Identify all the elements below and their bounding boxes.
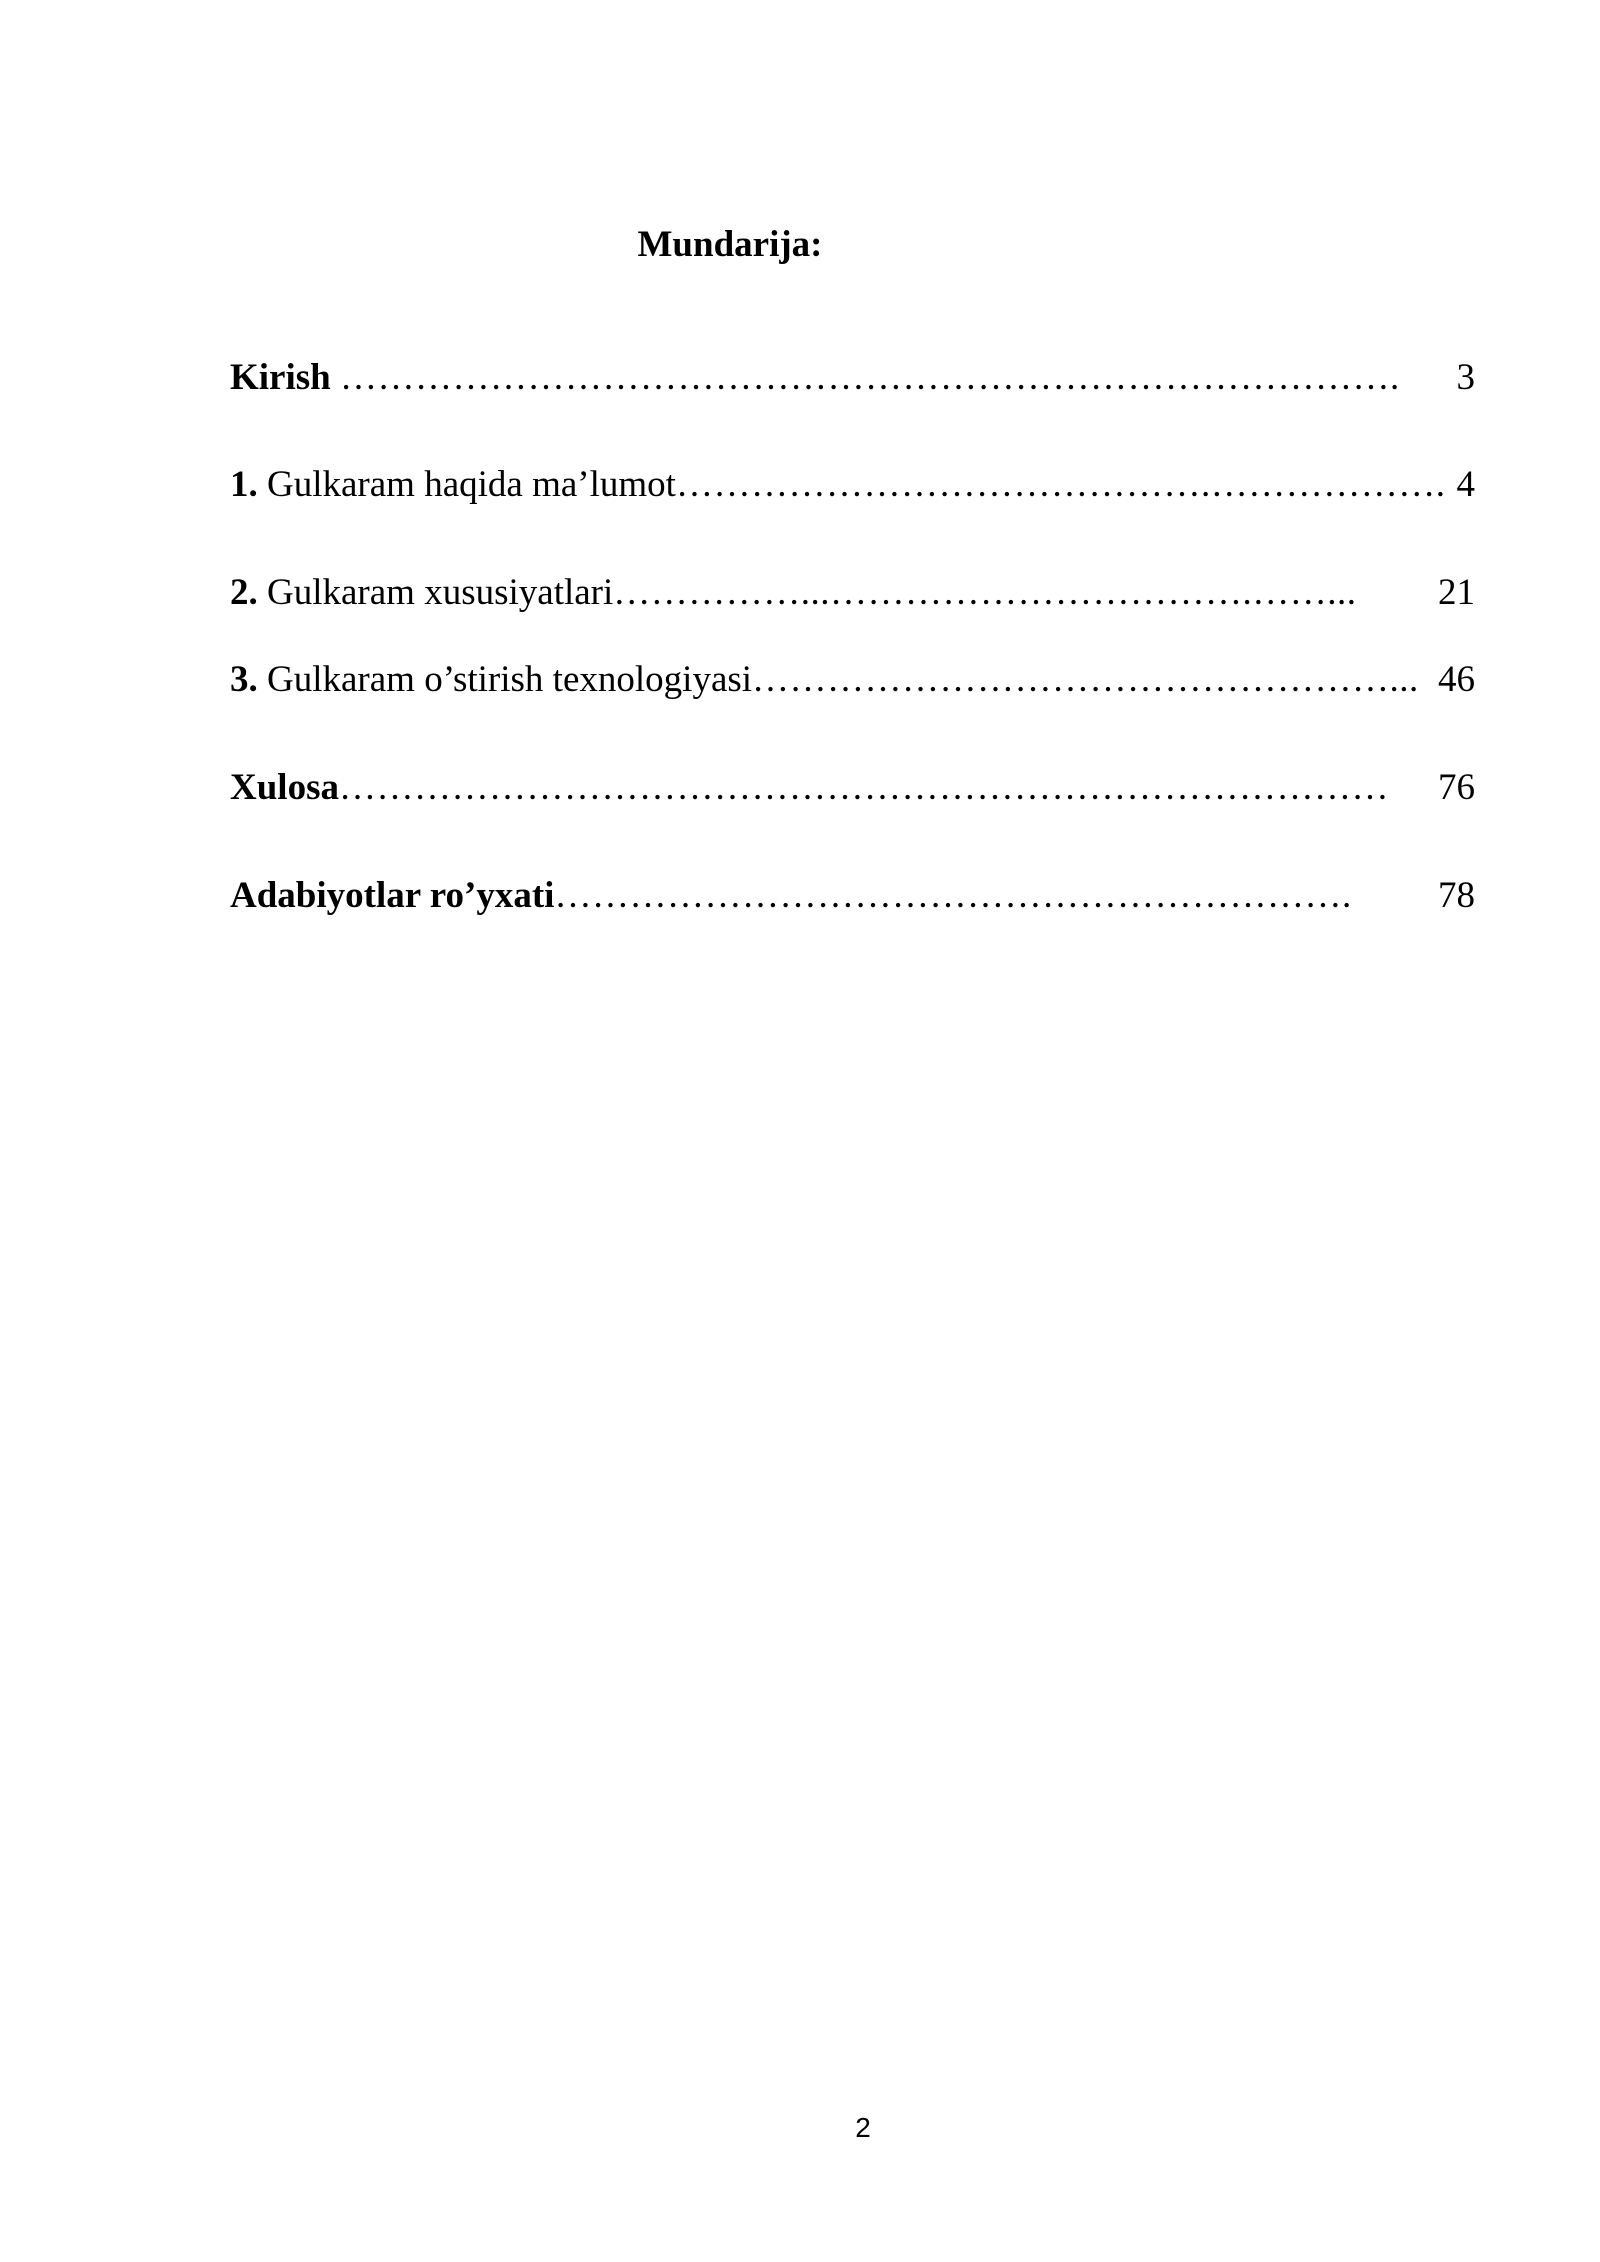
page-title: Mundarija: [637, 224, 823, 265]
toc-page-number: 21 [1436, 565, 1475, 621]
toc-entry-title: Kirish [230, 357, 340, 398]
toc-leader-dots: …………………………………….………………. [675, 464, 1446, 505]
toc-entry-number: 3. [230, 659, 258, 700]
toc-entry-kirish[interactable] [230, 350, 1475, 406]
toc-leader-dots: …………………………………………………………………………. [340, 357, 1400, 398]
toc-leader-dots: ……………………………………………... [752, 659, 1419, 700]
toc-entry-number: 2. [230, 572, 258, 613]
toc-leader-dots: ……………...…………………………….……... [613, 572, 1357, 613]
toc-entry-title: Xulosa [230, 767, 339, 808]
toc-entry-3[interactable] [230, 652, 1475, 708]
toc-page-number: 4 [1455, 457, 1476, 513]
toc-leader-dots: ………………………………………………………. [554, 875, 1352, 916]
toc-entry-title: Gulkaram o’stirish texnologiyasi [257, 659, 753, 700]
toc-entry-1[interactable] [230, 457, 1475, 513]
page-number: 2 [855, 2112, 871, 2143]
toc-entry-title: Gulkaram haqida ma’lumot [257, 464, 676, 505]
toc-leader-dots: ………………………………………………………………………… [338, 767, 1389, 808]
toc-entry-title: Adabiyotlar ro’yxati [230, 875, 555, 916]
toc-page-number: 46 [1436, 652, 1475, 708]
toc-entry-title: Gulkaram xususiyatlari [257, 572, 614, 613]
toc-page-number: 3 [1455, 350, 1476, 406]
toc-entry-adabiyotlar[interactable] [230, 868, 1475, 924]
toc-entry-xulosa[interactable] [230, 760, 1475, 816]
toc-page-number: 76 [1436, 760, 1475, 816]
toc-page-number: 78 [1436, 868, 1475, 924]
toc-entry-2[interactable] [230, 565, 1475, 621]
toc-entry-number: 1. [230, 464, 258, 505]
